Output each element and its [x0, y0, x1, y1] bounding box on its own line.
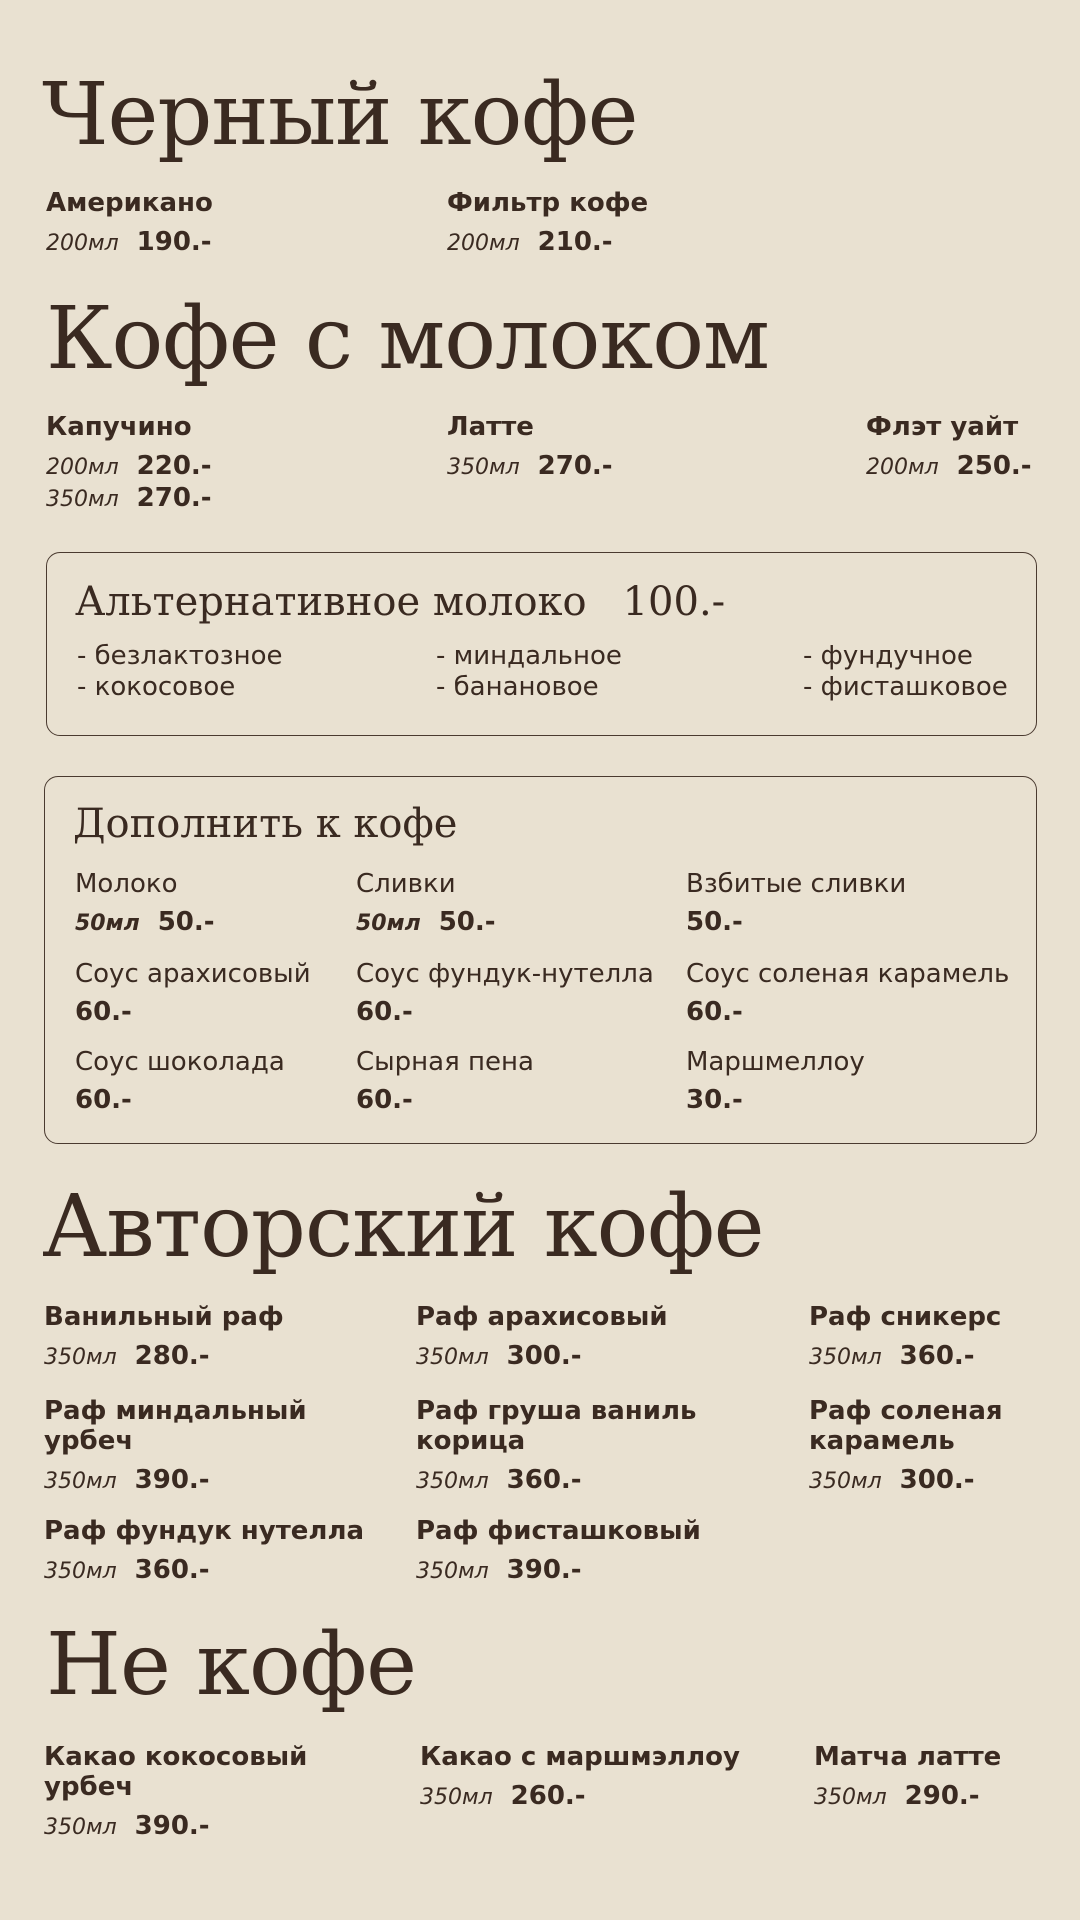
item-volume: 350мл: [447, 455, 520, 480]
item-name: Какао кокосовый: [44, 1742, 308, 1772]
alt-milk-label: Альтернативное молоко: [75, 579, 587, 625]
addon-name: Сливки: [356, 869, 456, 899]
section-title-signature-coffee: Авторский кофе: [42, 1177, 764, 1277]
menu-item-filter-coffee: [447, 188, 648, 258]
menu-item: [416, 1302, 668, 1372]
item-name: Раф миндальный: [44, 1396, 307, 1426]
item-price: 190.-: [136, 227, 212, 257]
item-name: Какао с маршмэллоу: [420, 1742, 740, 1772]
item-volume: 350мл: [44, 1469, 117, 1494]
item-name: Раф груша ваниль: [416, 1396, 697, 1426]
addon-item: [75, 959, 311, 1027]
section-title-non-coffee: Не кофе: [46, 1615, 416, 1715]
item-price: 360.-: [899, 1341, 975, 1371]
section-title-milk-coffee: Кофе с молоком: [46, 289, 769, 389]
item-name: Капучино: [46, 412, 192, 442]
item-volume: 200мл: [46, 231, 119, 256]
menu-item-cappuccino: [46, 412, 212, 514]
menu-item: [44, 1302, 284, 1372]
addon-volume: 50мл: [75, 911, 140, 936]
item-name: Матча латте: [814, 1742, 1002, 1772]
menu-item-latte: [447, 412, 613, 482]
item-volume: 350мл: [416, 1345, 489, 1370]
addon-item: [75, 1047, 285, 1115]
item-name: Раф фисташковый: [416, 1516, 701, 1546]
item-price: 360.-: [134, 1555, 210, 1585]
addon-item: [686, 1047, 865, 1115]
addon-price: 60.-: [356, 997, 413, 1027]
alt-milk-title: [75, 579, 725, 625]
addon-name: Соус соленая карамель: [686, 959, 1010, 989]
item-price: 270.-: [537, 451, 613, 481]
item-name: урбеч: [44, 1426, 134, 1456]
item-name: Ванильный раф: [44, 1302, 284, 1332]
alt-milk-option: - банановое: [436, 672, 599, 702]
menu-item: [814, 1742, 1001, 1812]
item-name: Фильтр кофе: [447, 188, 649, 218]
item-price: 390.-: [506, 1555, 582, 1585]
item-volume: 350мл: [44, 1559, 117, 1584]
item-volume: 350мл: [420, 1785, 493, 1810]
addons-box: [44, 776, 1037, 1144]
addon-name: Соус арахисовый: [75, 959, 311, 989]
item-volume: 350мл: [416, 1469, 489, 1494]
menu-item: [420, 1742, 740, 1812]
item-name: карамель: [809, 1426, 955, 1456]
menu-item: [809, 1302, 1001, 1372]
item-price: 300.-: [899, 1465, 975, 1495]
addon-name: Взбитые сливки: [686, 869, 907, 899]
menu-item: [416, 1516, 701, 1586]
addon-item: [356, 1047, 534, 1115]
menu-item: [44, 1396, 307, 1496]
addon-name: Молоко: [75, 869, 178, 899]
addon-item: [356, 959, 654, 1027]
item-name: корица: [416, 1426, 526, 1456]
item-price: 300.-: [506, 1341, 582, 1371]
addon-volume: 50мл: [356, 911, 421, 936]
item-volume: 200мл: [866, 455, 939, 480]
item-price: 280.-: [134, 1341, 210, 1371]
addon-name: Соус шоколада: [75, 1047, 285, 1077]
addon-item: [356, 869, 496, 939]
item-price: 210.-: [537, 227, 613, 257]
item-price: 290.-: [904, 1781, 980, 1811]
addon-price: 50.-: [686, 907, 743, 937]
addon-price: 60.-: [686, 997, 743, 1027]
menu-item: [44, 1742, 307, 1842]
item-volume: 350мл: [814, 1785, 887, 1810]
addon-name: Соус фундук-нутелла: [356, 959, 654, 989]
item-price: 270.-: [136, 483, 212, 513]
section-title-black-coffee: Черный кофе: [42, 65, 638, 165]
item-price: 220.-: [136, 451, 212, 481]
addon-price: 50.-: [438, 907, 496, 937]
addon-item: [686, 959, 1009, 1027]
item-volume: 350мл: [46, 487, 119, 512]
item-volume: 200мл: [46, 455, 119, 480]
alt-milk-price: 100.-: [622, 579, 726, 625]
item-name: Раф арахисовый: [416, 1302, 668, 1332]
menu-item: [809, 1396, 1003, 1496]
item-name: Раф соленая: [809, 1396, 1003, 1426]
alt-milk-option: - миндальное: [436, 641, 622, 671]
menu-item-flat-white: [866, 412, 1032, 482]
item-volume: 350мл: [44, 1815, 117, 1840]
addons-title: Дополнить к кофе: [73, 801, 458, 847]
item-name: Раф фундук нутелла: [44, 1516, 365, 1546]
alt-milk-box: [46, 552, 1037, 736]
addon-price: 60.-: [75, 997, 132, 1027]
menu-item: [44, 1516, 364, 1586]
addon-price: 50.-: [157, 907, 215, 937]
item-volume: 350мл: [44, 1345, 117, 1370]
addon-price: 30.-: [686, 1085, 743, 1115]
alt-milk-option: - фисташковое: [803, 672, 1008, 702]
item-price: 390.-: [134, 1811, 210, 1841]
alt-milk-option: - безлактозное: [77, 641, 283, 671]
item-name: Латте: [447, 412, 534, 442]
item-price: 250.-: [956, 451, 1032, 481]
item-volume: 350мл: [809, 1345, 882, 1370]
addon-price: 60.-: [356, 1085, 413, 1115]
menu-item: [416, 1396, 696, 1496]
item-volume: 200мл: [447, 231, 520, 256]
addon-name: Сырная пена: [356, 1047, 534, 1077]
item-name: Раф сникерс: [809, 1302, 1002, 1332]
menu-item-americano: [46, 188, 213, 258]
addon-price: 60.-: [75, 1085, 132, 1115]
item-name: Флэт уайт: [866, 412, 1019, 442]
alt-milk-option: - фундучное: [803, 641, 973, 671]
addon-name: Маршмеллоу: [686, 1047, 865, 1077]
item-volume: 350мл: [416, 1559, 489, 1584]
alt-milk-option: - кокосовое: [77, 672, 236, 702]
item-price: 260.-: [510, 1781, 586, 1811]
addon-item: [75, 869, 215, 939]
item-name: урбеч: [44, 1772, 134, 1802]
item-price: 360.-: [506, 1465, 582, 1495]
item-price: 390.-: [134, 1465, 210, 1495]
item-name: Американо: [46, 188, 213, 218]
addon-item: [686, 869, 906, 937]
item-volume: 350мл: [809, 1469, 882, 1494]
